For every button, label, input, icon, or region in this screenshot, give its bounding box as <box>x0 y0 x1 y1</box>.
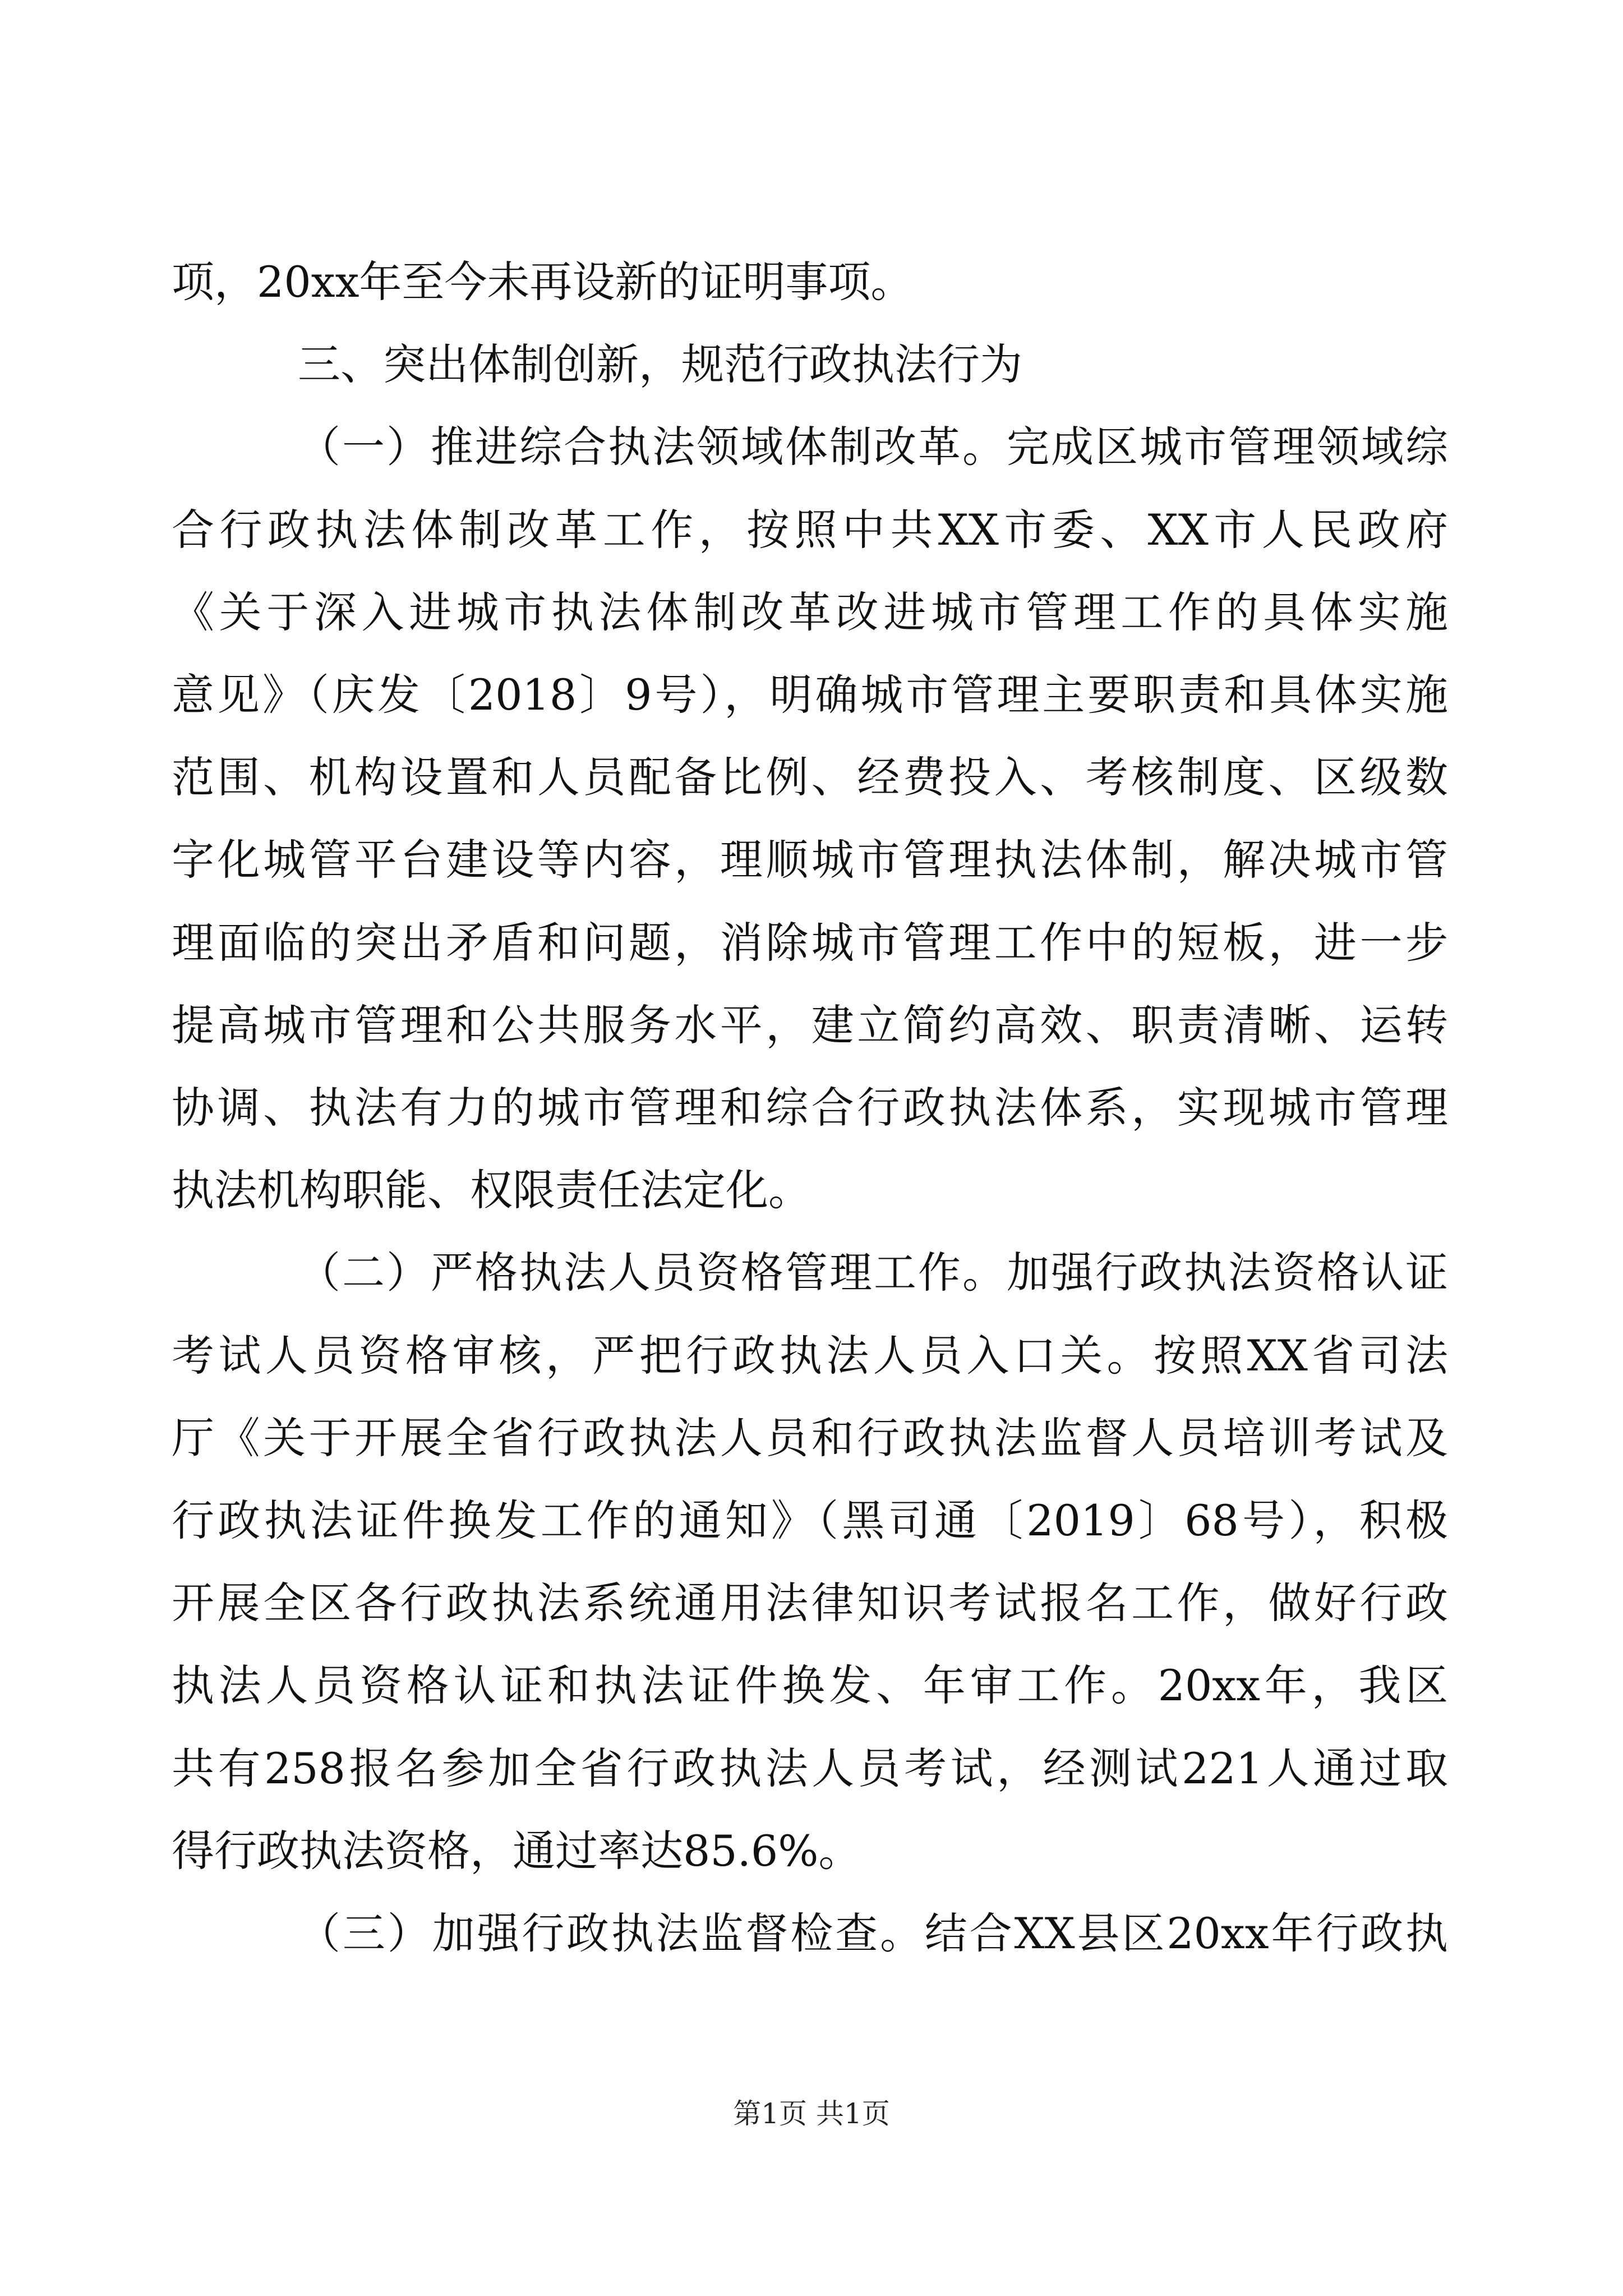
section-heading: 三、突出体制创新，规范行政执法行为 <box>298 339 1022 389</box>
paragraph-line: 字化城管平台建设等内容，理顺城市管理执法体制，解决城市管 <box>172 835 1448 885</box>
paragraph-line: （二）严格执法人员资格管理工作。加强行政执法资格认证 <box>298 1248 1448 1297</box>
paragraph-line: 范围、机构设置和人员配备比例、经费投入、考核制度、区级数 <box>172 752 1448 802</box>
paragraph-line: 理面临的突出矛盾和问题，消除城市管理工作中的短板，进一步 <box>172 918 1448 968</box>
paragraph-line: 行政执法证件换发工作的通知》（黑司通〔2019〕68号），积极 <box>172 1496 1448 1545</box>
paragraph-line: 执法机构职能、权限责任法定化。 <box>172 1165 811 1215</box>
paragraph-line: 得行政执法资格，通过率达85.6%。 <box>172 1826 861 1876</box>
paragraph-line: 合行政执法体制改革工作，按照中共XX市委、XX市人民政府 <box>172 505 1448 555</box>
paragraph-line: 协调、执法有力的城市管理和综合行政执法体系，实现城市管理 <box>172 1083 1448 1133</box>
paragraph-line: 执法人员资格认证和执法证件换发、年审工作。20xx年，我区 <box>172 1660 1448 1710</box>
paragraph-line: 共有258报名参加全省行政执法人员考试，经测试221人通过取 <box>172 1743 1448 1793</box>
paragraph-line: 厅《关于开展全省行政执法人员和行政执法监督人员培训考试及 <box>172 1413 1448 1463</box>
paragraph-line: 开展全区各行政执法系统通用法律知识考试报名工作，做好行政 <box>172 1578 1448 1628</box>
body-line: 项，20xx年至今未再设新的证明事项。 <box>172 257 914 307</box>
paragraph-line: 意见》（庆发〔2018〕9号），明确城市管理主要职责和具体实施 <box>172 670 1448 720</box>
paragraph-line: 《关于深入进城市执法体制改革改进城市管理工作的具体实施 <box>172 587 1448 637</box>
paragraph-line: 考试人员资格审核，严把行政执法人员入口关。按照XX省司法 <box>172 1331 1448 1381</box>
paragraph-line: （三）加强行政执法监督检查。结合XX县区20xx年行政执 <box>298 1908 1448 1958</box>
paragraph-line: 提高城市管理和公共服务水平，建立简约高效、职责清晰、运转 <box>172 1000 1448 1050</box>
page-footer: 第1页 共1页 <box>733 2097 890 2130</box>
paragraph-line: （一）推进综合执法领域体制改革。完成区城市管理领域综 <box>298 422 1448 472</box>
